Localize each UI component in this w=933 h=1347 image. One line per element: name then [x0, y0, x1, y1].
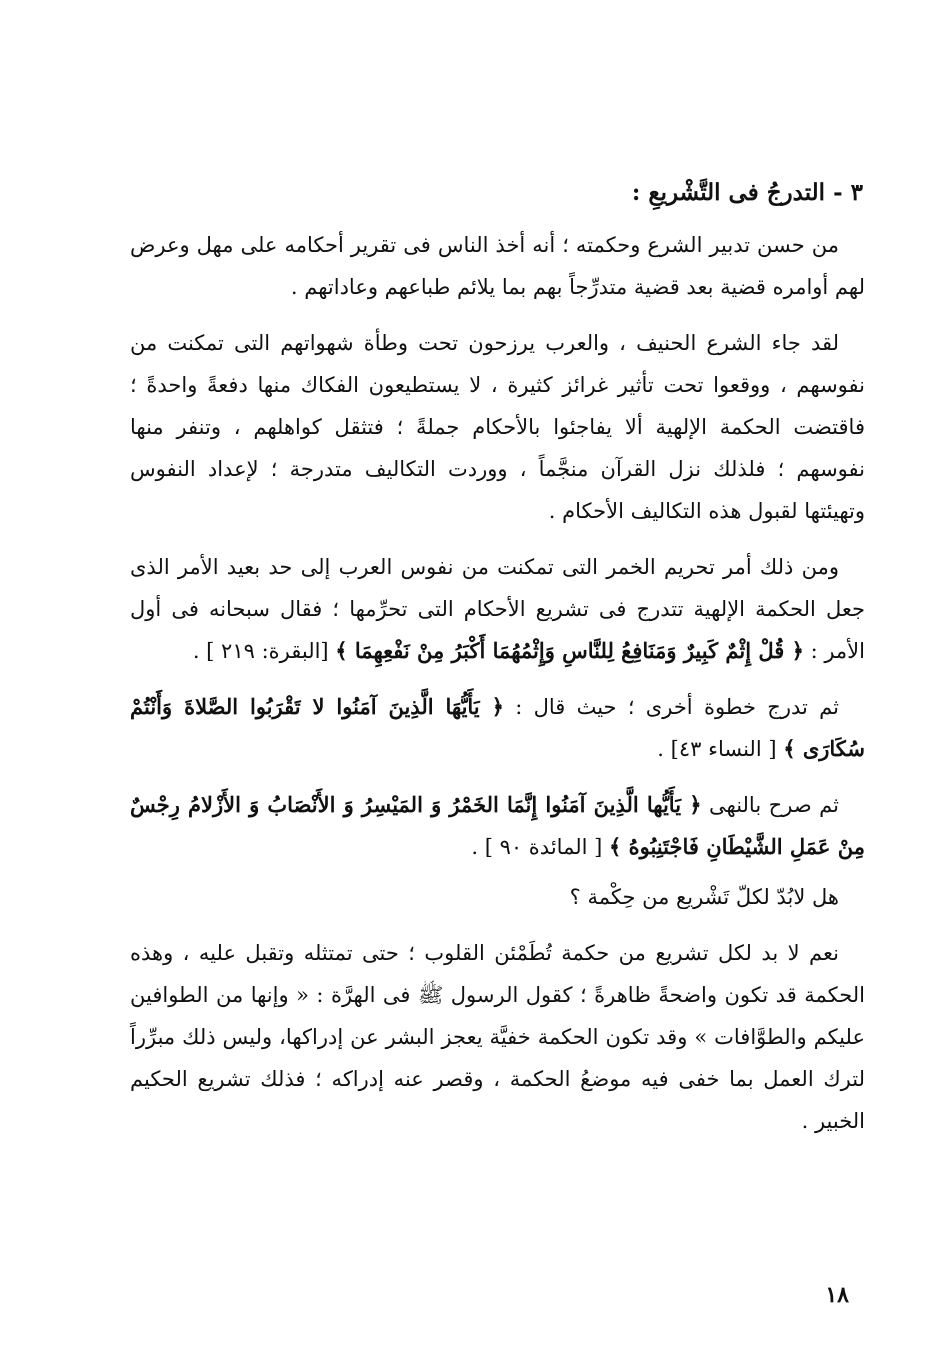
- page-number: ١٨: [825, 1282, 849, 1308]
- page-body: [130, 172, 865, 1156]
- paragraph-4-text: ثم تدرج خطوة أخرى ؛ حيث قال :: [503, 695, 839, 719]
- section-heading: ٣ - التدرجُ فى التَّشْريعِ :: [631, 179, 863, 206]
- paragraph-6: نعم لا بد لكل تشريع من حكمة تُطَمْئن القلوب ؛ حتى تمتثله وتقبل عليه ، وهذه الحكمة قد تكون واضحةً ظاهرةً ؛ كقول الرسول ﷺ فى الهرَّة : « وإنها من الطوافين عليكم والطوَّافات » وقد تكون الحكمة خفيَّة يعجز البشر عن إدراكها، وليس ذلك مبرِّراً لترك العمل بما خفى فيه موضعُ الحكمة ، وقصر عنه إدراكه ؛ فذلك تشريع الحكيم الخبير .: [130, 941, 865, 1133]
- verse-reference-3: [ المائدة ٩٠ ] .: [471, 835, 609, 859]
- question-line: هل لابُدّ لكلّ تَشْريع من حِكْمة ؟: [569, 885, 839, 909]
- verse-reference-1: [البقرة: ٢١٩ ] .: [192, 639, 336, 663]
- paragraph-3: [130, 546, 865, 672]
- paragraph-1: من حسن تدبير الشرع وحكمته ؛ أنه أخذ الناس فى تقرير أحكامه على مهل وعرض لهم أوامره قضية بعد قضية متدرِّجاً بهم بما يلائم طباعهم وعاداتهم .: [130, 233, 865, 299]
- paragraph-3-text: ومن ذلك أمر تحريم الخمر التى تمكنت من نفوس العرب إلى حد بعيد الأمر الذى جعل الحكمة الإلهية تتدرج فى تشريع الأحكام التى تحرِّمها ؛ فقال سبحانه فى أول الأمر :: [130, 555, 865, 663]
- quran-verse-1: ﴿ قُلْ إِثْمٌ كَبِيرٌ وَمَنَافِعُ لِلنَّاسِ وَإِثْمُهُمَا أَكْبَرُ مِنْ نَفْعِهِمَا ﴾: [335, 638, 804, 663]
- quran-verse-3: ﴿ يَأَيُّها الَّذِينَ آمَنُوا إِنَّمَا الخَمْرُ وَ المَيْسِرُ وَ الأَنْصَابُ وَ الأَزْلامُ رِجْسٌ مِنْ عَمَلِ الشَّيْطَانِ فَاجْتَنِبُوهُ ﴾: [130, 792, 865, 859]
- paragraph-2: لقد جاء الشرع الحنيف ، والعرب يرزحون تحت وطأة شهواتهم التى تمكنت من نفوسهم ، ووقعوا تحت تأثير غرائز كثيرة ، لا يستطيعون الفكاك منها دفعةً واحدةً ؛ فاقتضت الحكمة الإلهية ألا يفاجئوا بالأحكام جملةً ؛ فتثقل كواهلهم ، وتنفر منها نفوسهم ؛ فلذلك نزل القرآن منجَّماً ، ووردت التكاليف متدرجة ؛ لإعداد النفوس وتهيئتها لقبول هذه التكاليف الأحكام .: [130, 331, 865, 523]
- verse-reference-2: [ النساء ٤٣] .: [657, 737, 784, 761]
- paragraph-4: [130, 686, 865, 770]
- paragraph-5-text: ثم صرح بالنهى: [701, 793, 839, 817]
- paragraph-5: [130, 784, 865, 868]
- quran-verse-2: ﴿ يَأَيُّهَا الَّذِينَ آمَنُوا لا تَقْرَبُوا الصَّلاةَ وَأَنْتُمْ سُكَارَى ﴾: [130, 694, 865, 761]
